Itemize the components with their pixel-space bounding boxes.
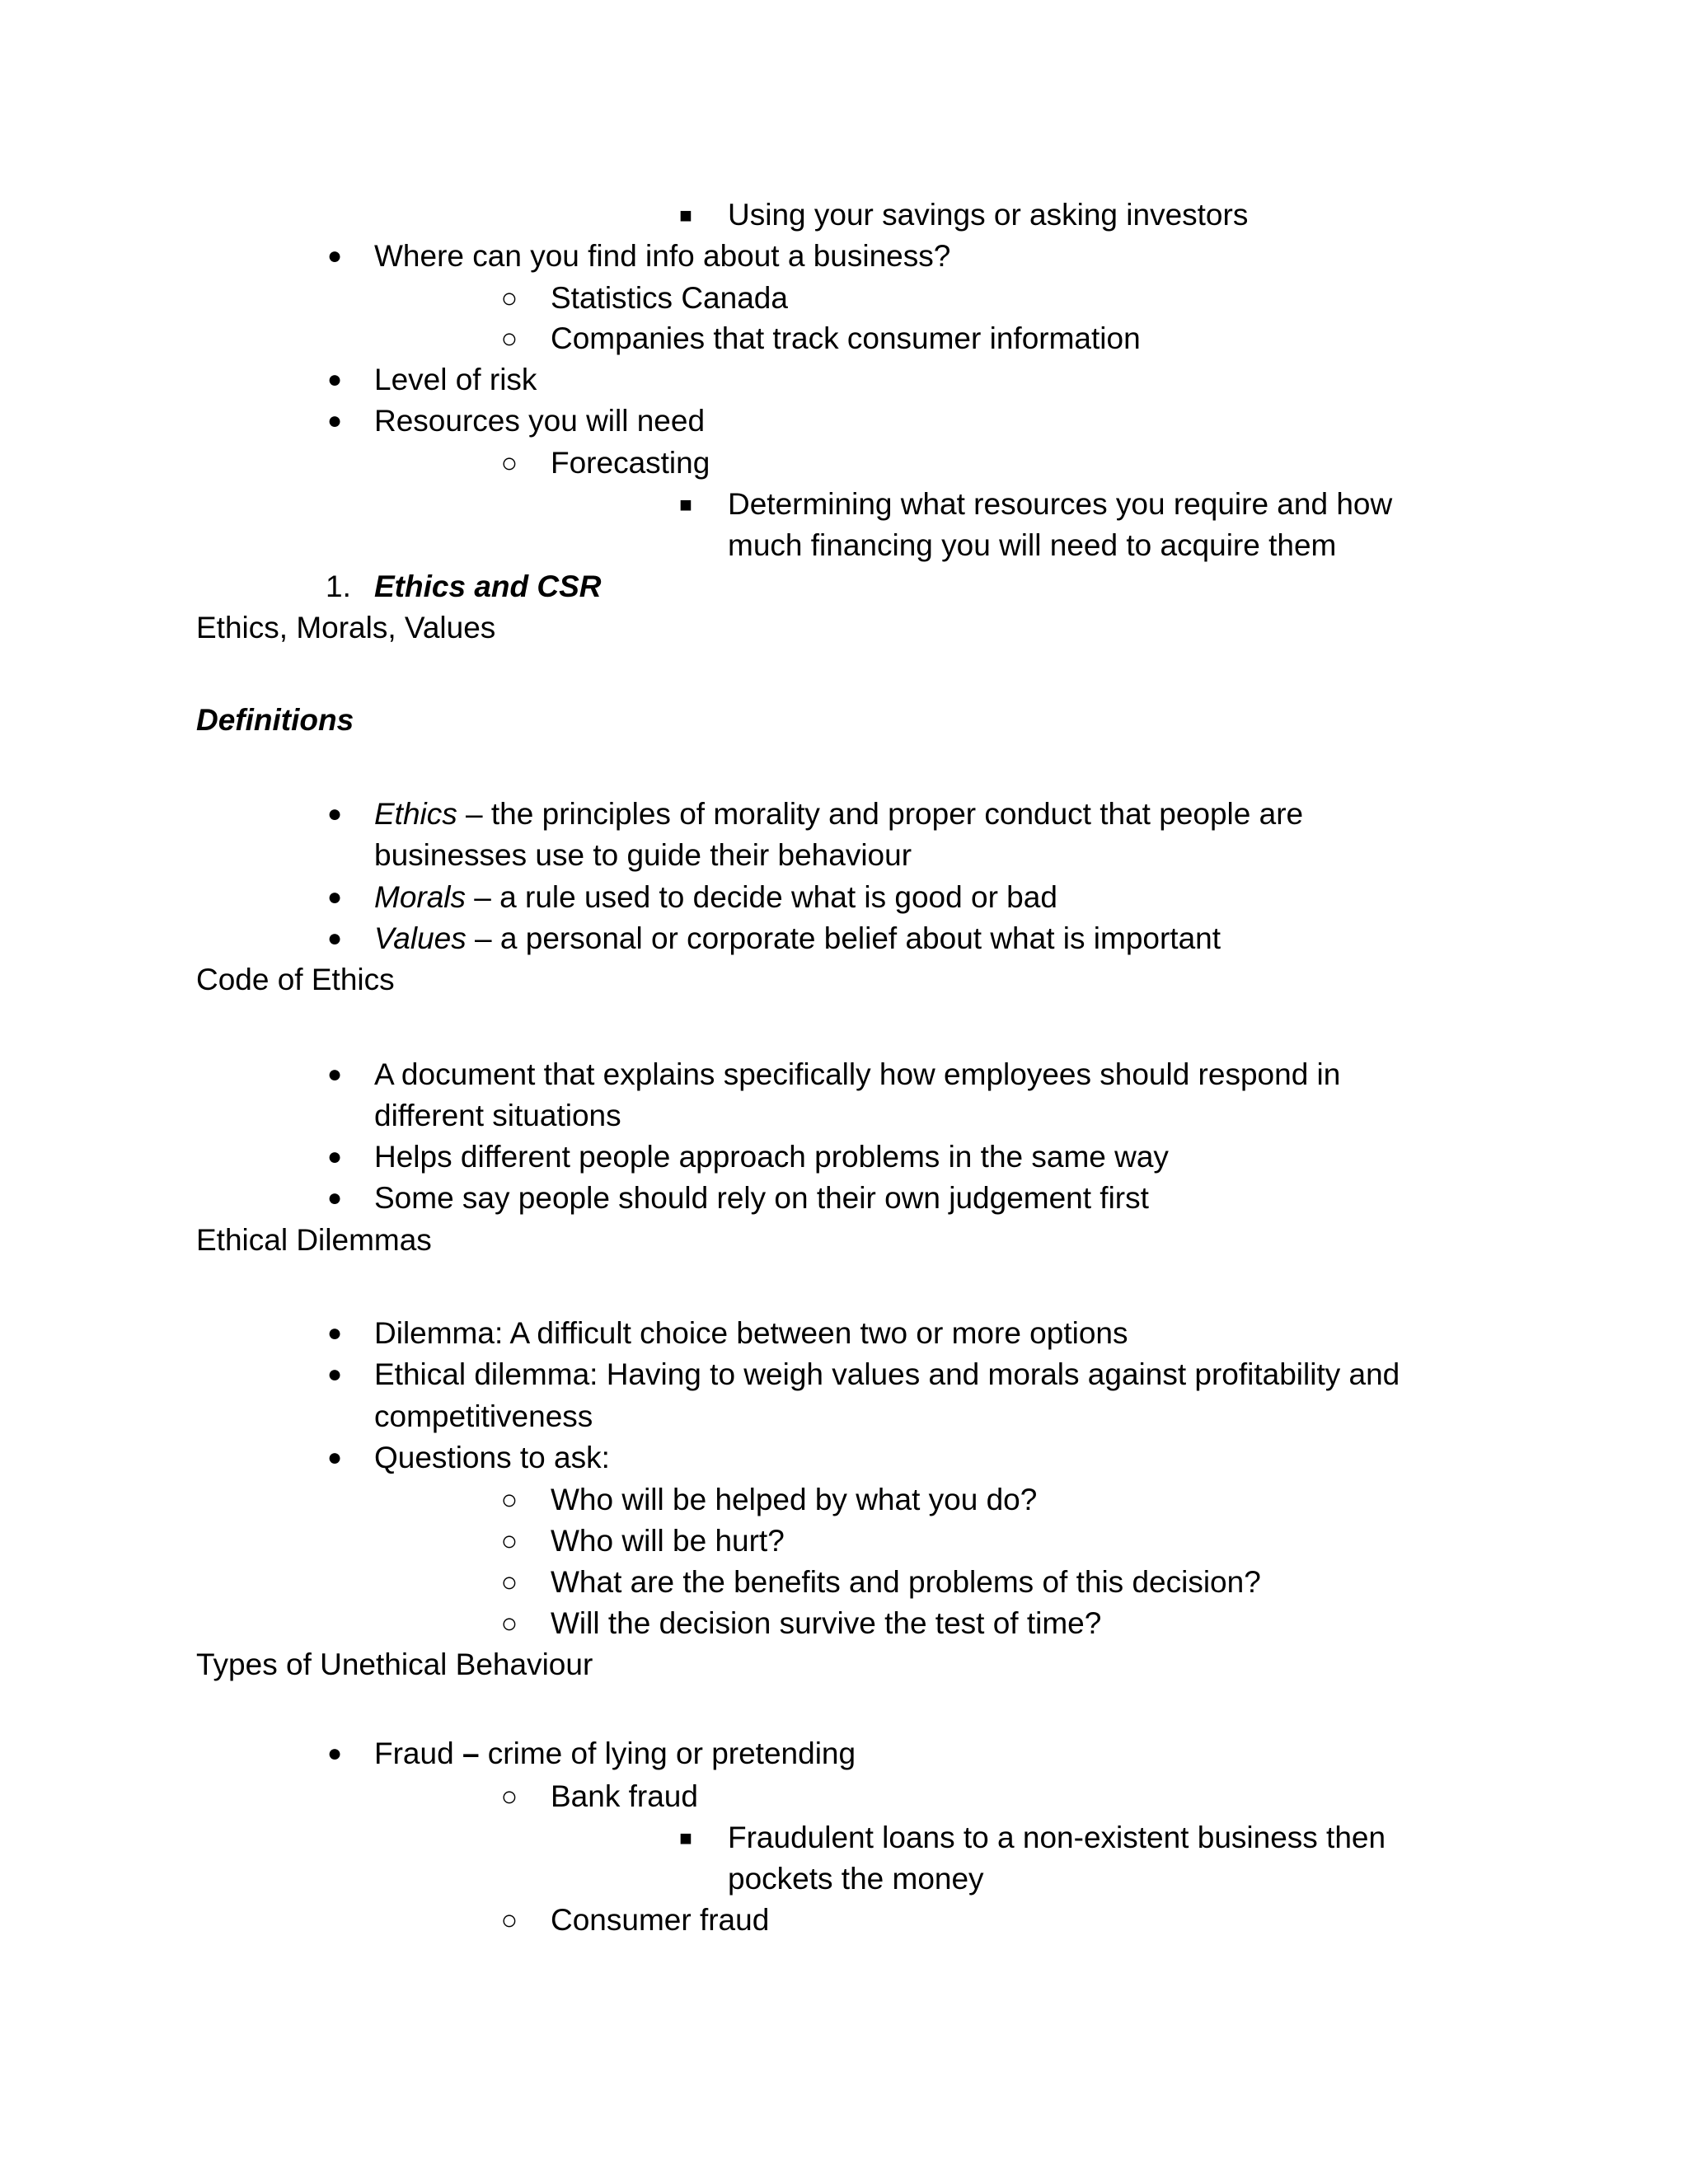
definitions-heading: Definitions	[196, 703, 354, 737]
definition-values	[374, 918, 1221, 959]
list-item: Resources you will need	[374, 404, 706, 438]
disc-bullet: ●	[326, 1061, 343, 1088]
list-item: Level of risk	[374, 363, 537, 396]
circle-bullet: ○	[500, 1567, 518, 1598]
disc-bullet: ●	[326, 800, 343, 827]
list-item: Ethical dilemma: Having to weigh values and morals against profitability and	[374, 1357, 1400, 1391]
list-item: Statistics Canada	[551, 281, 788, 315]
list-item-continuation: much financing you will need to acquire them	[728, 528, 1337, 562]
definition-continuation: businesses use to guide their behaviour	[374, 838, 912, 872]
disc-bullet: ●	[326, 242, 343, 269]
disc-bullet: ●	[326, 407, 343, 434]
circle-bullet: ○	[500, 1781, 518, 1812]
definition-text: – a rule used to decide what is good or bad	[466, 880, 1057, 914]
list-item-continuation: pockets the money	[728, 1862, 984, 1896]
list-item: A document that explains specifically how employees should respond in	[374, 1057, 1341, 1091]
ethical-dilemmas-heading: Ethical Dilemmas	[196, 1223, 432, 1257]
definition-text: – the principles of morality and proper conduct that people are	[457, 797, 1304, 831]
definition-ethics	[374, 794, 1303, 835]
list-item: Questions to ask:	[374, 1441, 610, 1474]
list-item-continuation: competitiveness	[374, 1399, 593, 1433]
disc-bullet: ●	[326, 883, 343, 911]
list-item: Dilemma: A difficult choice between two or more options	[374, 1316, 1128, 1350]
term-morals: Morals	[374, 880, 467, 914]
disc-bullet: ●	[326, 1319, 343, 1347]
fraud-item	[374, 1733, 856, 1774]
list-item-continuation: different situations	[374, 1099, 621, 1132]
circle-bullet: ○	[500, 1608, 518, 1639]
fraud-definition: crime of lying or pretending	[479, 1736, 856, 1770]
circle-bullet: ○	[500, 1526, 518, 1557]
square-bullet: ■	[679, 203, 692, 227]
fraud-dash: –	[462, 1736, 480, 1770]
circle-bullet: ○	[500, 283, 518, 314]
list-item: Forecasting	[551, 446, 710, 480]
section-title: Ethics and CSR	[374, 569, 602, 603]
code-of-ethics-heading: Code of Ethics	[196, 963, 395, 996]
section-number: 1.	[326, 569, 351, 603]
definition-morals	[374, 877, 1057, 918]
list-item: Fraudulent loans to a non-existent business then	[728, 1821, 1386, 1854]
disc-bullet: ●	[326, 366, 343, 393]
question-item: What are the benefits and problems of this decision?	[551, 1565, 1261, 1599]
disc-bullet: ●	[326, 925, 343, 952]
disc-bullet: ●	[326, 1361, 343, 1388]
list-item: Using your savings or asking investors	[728, 198, 1249, 232]
disc-bullet: ●	[326, 1143, 343, 1170]
circle-bullet: ○	[500, 323, 518, 354]
list-item: Consumer fraud	[551, 1903, 770, 1937]
circle-bullet: ○	[500, 1484, 518, 1516]
circle-bullet: ○	[500, 1905, 518, 1936]
list-item: Bank fraud	[551, 1779, 698, 1813]
list-item: Some say people should rely on their own judgement first	[374, 1181, 1149, 1215]
disc-bullet: ●	[326, 1740, 343, 1767]
disc-bullet: ●	[326, 1184, 343, 1212]
list-item: Helps different people approach problems in the same way	[374, 1140, 1169, 1174]
square-bullet: ■	[679, 1825, 692, 1850]
list-item: Where can you find info about a business?	[374, 239, 951, 273]
term-fraud: Fraud	[374, 1736, 462, 1770]
term-ethics: Ethics	[374, 797, 457, 831]
question-item: Will the decision survive the test of time?	[551, 1606, 1102, 1640]
list-item: Determining what resources you require and how	[728, 487, 1393, 521]
definition-text: – a personal or corporate belief about what is important	[466, 921, 1221, 955]
question-item: Who will be helped by what you do?	[551, 1483, 1038, 1516]
question-item: Who will be hurt?	[551, 1524, 785, 1558]
subheading-ethics-morals-values: Ethics, Morals, Values	[196, 611, 496, 644]
circle-bullet: ○	[500, 448, 518, 479]
unethical-behaviour-heading: Types of Unethical Behaviour	[196, 1647, 593, 1681]
disc-bullet: ●	[326, 1444, 343, 1471]
term-values: Values	[374, 921, 467, 955]
list-item: Companies that track consumer information	[551, 321, 1141, 355]
square-bullet: ■	[679, 492, 692, 517]
